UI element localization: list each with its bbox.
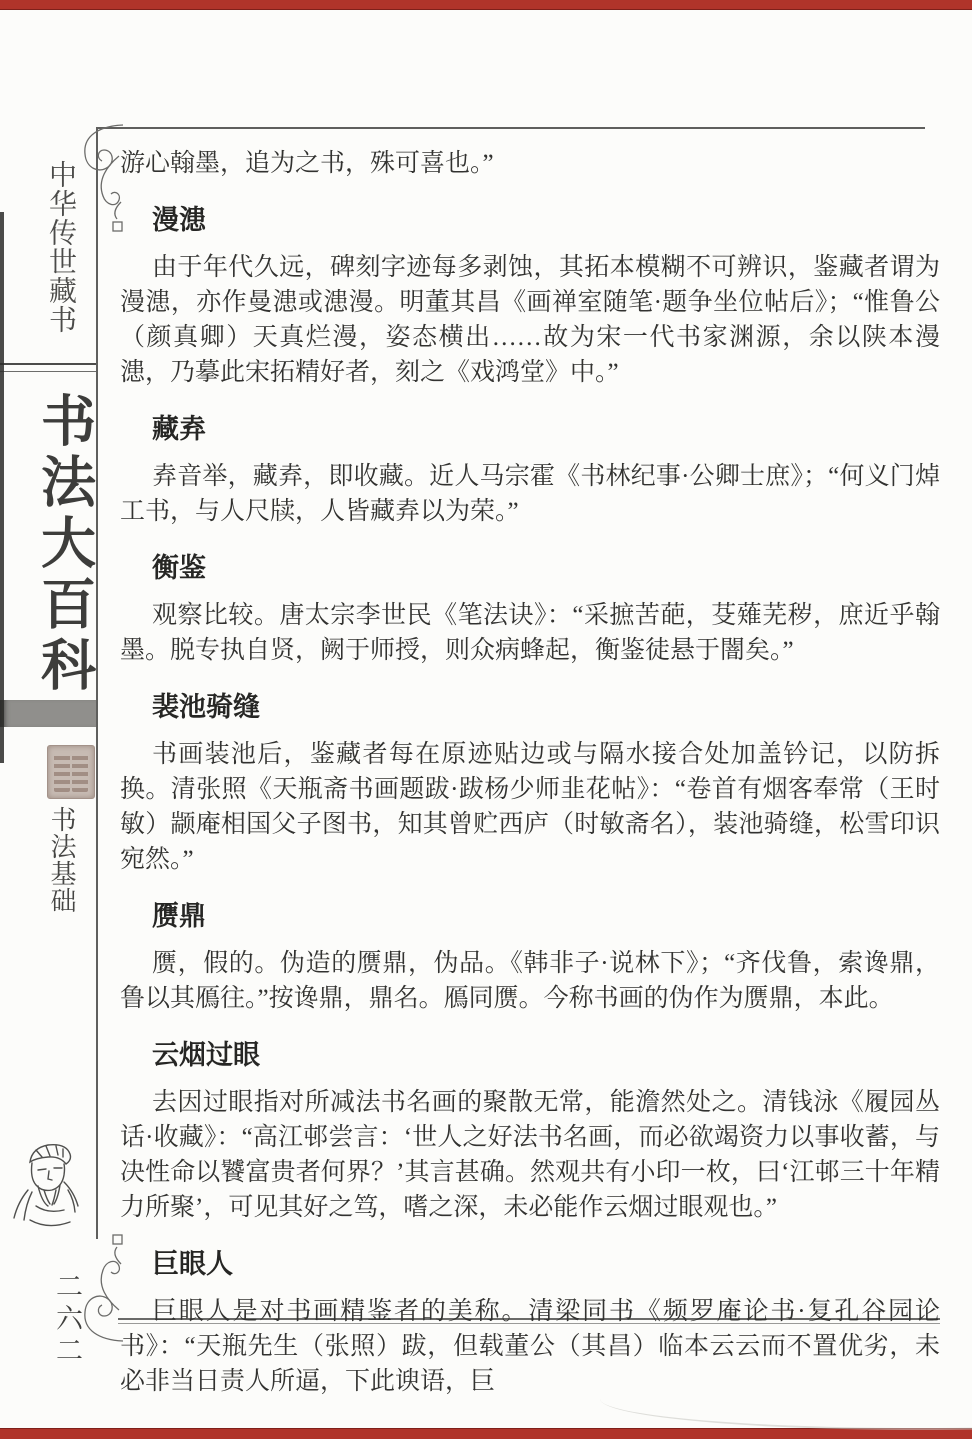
frame-left-rule: [96, 127, 98, 1239]
calligrapher-portrait-illustration: [8, 1140, 84, 1240]
entry-heading: 巨眼人: [152, 1249, 233, 1279]
corner-ornament-top-left: [77, 122, 125, 234]
entry-yunyan-guoyan: [120, 1040, 940, 1225]
publisher-seal-stamp: [47, 745, 95, 799]
book-edge-bottom: [0, 1429, 972, 1439]
book-edge-top: [0, 0, 972, 9]
entry-manhuan: [120, 205, 940, 390]
page-number: 二六二: [52, 1272, 82, 1368]
entry-body: 赝，假的。伪造的赝鼎，伪品。《韩非子·说林下》；“齐伐鲁，索谗鼎，鲁以其鴈往。”按谗鼎，鼎名。鴈同赝。今称书画的伪作为赝鼎，本此。: [120, 950, 940, 1012]
entry-hengjian: [120, 553, 940, 668]
book-title: 书法大百科: [33, 392, 94, 697]
entry-cangju: [120, 414, 940, 529]
sidebar-divider: [0, 363, 96, 372]
page-content: [120, 146, 940, 1399]
entry-heading: 衡鉴: [152, 553, 206, 583]
scan-edge-artifact: [0, 212, 4, 763]
entry-body: 弆音举，藏弆，即收藏。近人马宗霍《书林纪事·公卿士庶》；“何义门焯工书，与人尺牍，人皆藏弆以为荣。”: [120, 463, 940, 525]
entry-yanding: [120, 901, 940, 1016]
frame-top-rule: [96, 127, 925, 129]
section-title: 书法基础: [47, 806, 77, 914]
sidebar-section-bar: [0, 700, 96, 727]
entry-heading: 藏弆: [152, 414, 206, 444]
continuation-line: 游心翰墨，追为之书，殊可喜也。”: [120, 150, 494, 177]
corner-ornament-bottom-left: [77, 1232, 125, 1344]
series-title: 中华传世藏书: [45, 160, 76, 334]
entry-body: 去因过眼指对所减法书名画的聚散无常，能澹然处之。清钱泳《履园丛话·收藏》：“高江邨尝言：‘世人之好法书名画，而必欲竭资力以事收蓄，与决性命以饕富贵者何界？’其言甚确。然观共有小印一枚，曰‘江邨三十年精力所聚’，可见其好之笃，嗜之深，未必能作云烟过眼观也。”: [120, 1089, 940, 1221]
entry-body: 观察比较。唐太宗李世民《笔法诀》：“采摭苦葩，芟薙芜秽，庶近乎翰墨。脱专执自贤，阙于师授，则众病蜂起，衡鉴徒悬于闇矣。”: [120, 602, 940, 664]
entry-body: 由于年代久远，碑刻字迹每多剥蚀，其拓本模糊不可辨识，鉴藏者谓为漫漶，亦作曼漶或漶漫。明董其昌《画禅室随笔·题争坐位帖后》；“惟鲁公（颜真卿）天真烂漫，姿态横出……故为宋一代书家渊源，余以陕本漫漶，乃摹此宋拓精好者，刻之《戏鸿堂》中。”: [120, 254, 940, 386]
entry-heading: 裴池骑缝: [152, 692, 260, 722]
entry-heading: 云烟过眼: [152, 1040, 260, 1070]
entry-body: 巨眼人是对书画精鉴者的美称。清梁同书《频罗庵论书·复孔谷园论书》：“天瓶先生（张照）跋，但载董公（其昌）临本云云而不置优劣，未必非当日责人所逼，下此谀语，巨: [120, 1298, 940, 1395]
entry-body: 书画装池后，鉴藏者每在原迹贴边或与隔水接合处加盖钤记，以防拆换。清张照《天瓶斋书画题跋·跋杨少师韭花帖》：“卷首有烟客奉常（王时敏）颛庵相国父子图书，知其曾贮西庐（时敏斋名），装池骑缝，松雪印识宛然。”: [120, 741, 940, 873]
entry-zhuangchi-qifeng: [120, 692, 940, 877]
entry-heading: 漫漶: [152, 205, 206, 235]
entry-heading: 赝鼎: [152, 901, 206, 931]
